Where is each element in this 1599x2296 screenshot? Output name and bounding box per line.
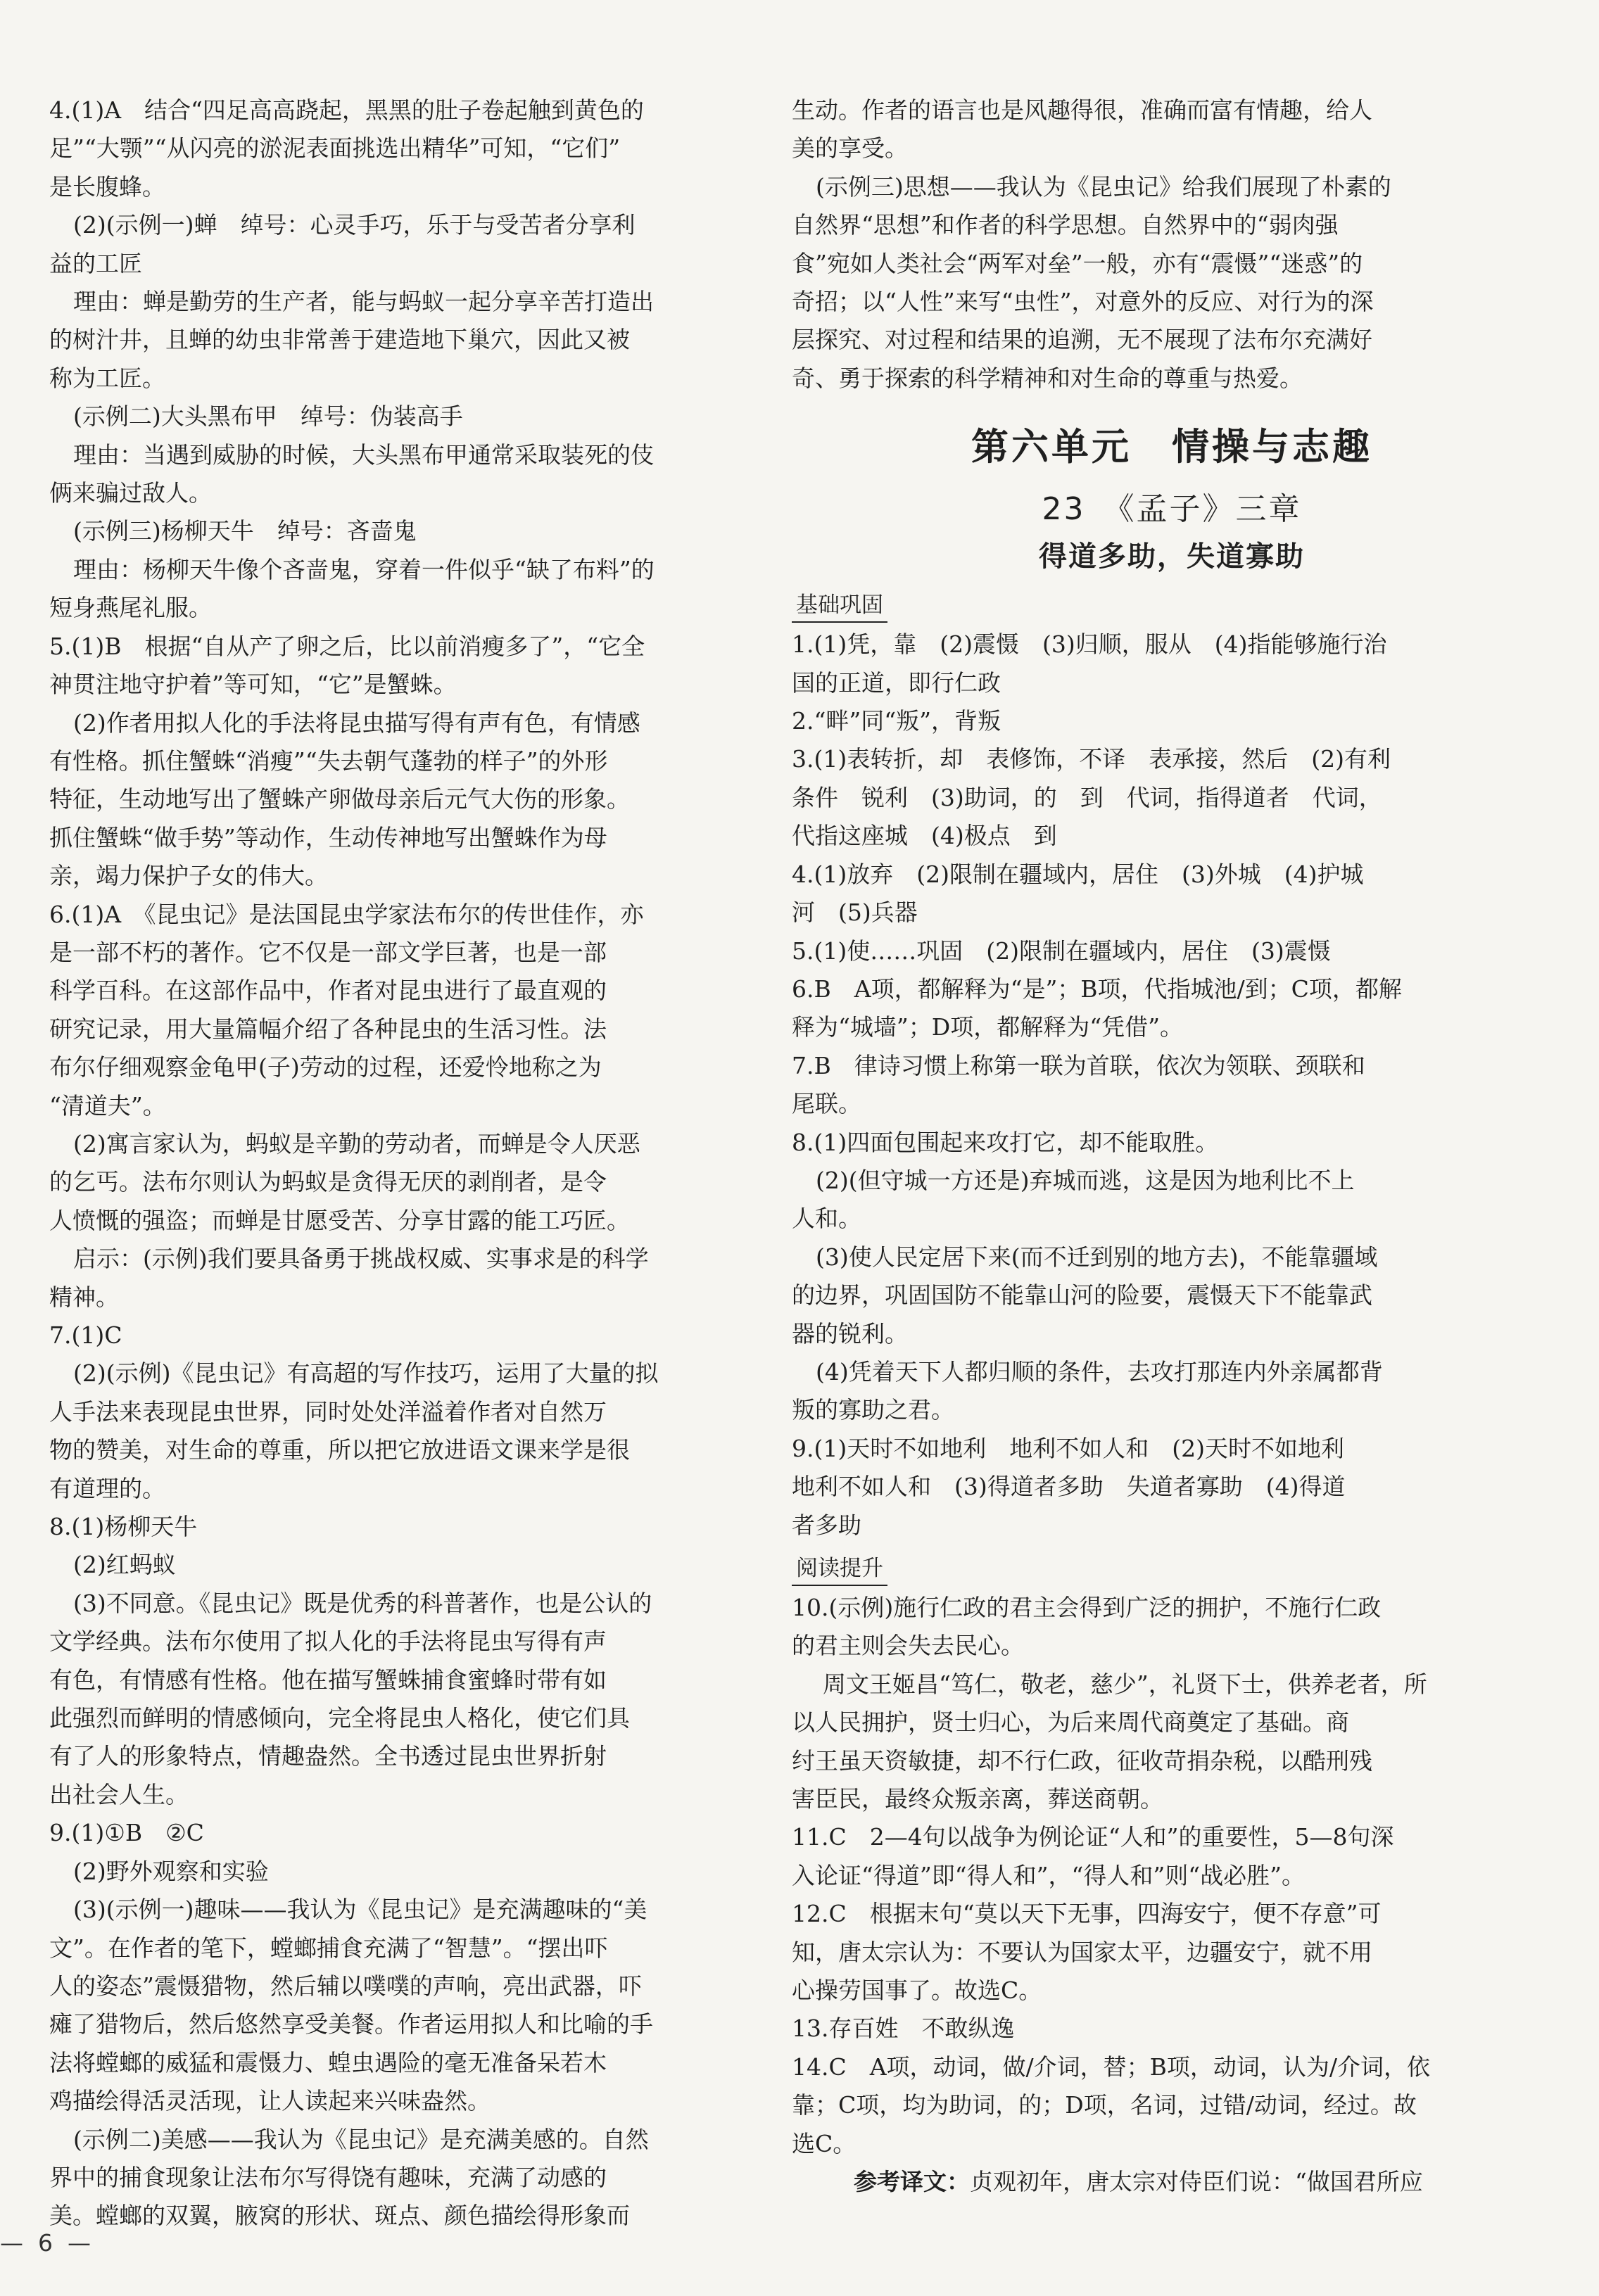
text-line: 层探究、对过程和结果的追溯，无不展现了法布尔充满好 — [792, 326, 1372, 354]
text-line: 布尔仔细观察金龟甲(子)劳动的过程，还爱怜地称之为 — [49, 1053, 602, 1082]
text-line: (示例三)杨柳天牛 绰号：吝啬鬼 — [73, 517, 417, 545]
text-line: 9.(1)天时不如地利 地利不如人和 (2)天时不如地利 — [792, 1434, 1344, 1462]
text-line: 6.B A项，都解释为“是”；B项，代指城池/到；C项，都解 — [792, 975, 1402, 1003]
text-line: 知，唐太宗认为：不要认为国家太平，边疆安宁，就不用 — [792, 1938, 1372, 1966]
text-line: 入论证“得道”即“得人和”，“得人和”则“战必胜”。 — [792, 1861, 1305, 1889]
text-line: 5.(1)使……巩固 (2)限制在疆域内，居住 (3)震慑 — [792, 937, 1331, 965]
text-line: 食”宛如人类社会“两军对垒”一般，亦有“震慑”“迷惑”的 — [792, 249, 1363, 277]
text-line: 是长腹蜂。 — [49, 172, 165, 201]
text-line: 生动。作者的语言也是风趣得很，准确而富有情趣，给人 — [792, 96, 1372, 124]
text-line: 人手法来表现昆虫世界，同时处处洋溢着作者对自然万 — [49, 1397, 607, 1426]
text-line: 益的工匠 — [49, 249, 142, 277]
section-subtitle: 得道多助，失道寡助 — [1039, 540, 1305, 573]
text-line: 有了人的形象特点，情趣盎然。全书透过昆虫世界折射 — [49, 1742, 607, 1770]
basic-answers — [792, 626, 1552, 1545]
text-line: (示例二)大头黑布甲 绰号：伪装高手 — [73, 402, 463, 431]
text-line: 俩来骗过敌人。 — [49, 479, 212, 507]
text-line: 理由：杨柳天牛像个吝啬鬼，穿着一件似乎“缺了布料”的 — [73, 555, 655, 583]
text-line: 界中的捕食现象让法布尔写得饶有趣味，充满了动感的 — [49, 2163, 607, 2191]
text-line: (2)野外观察和实验 — [73, 1857, 269, 1885]
text-line: 亲，竭力保护子女的伟大。 — [49, 862, 328, 890]
text-line: (示例二)美感——我认为《昆虫记》是充满美感的。自然 — [73, 2125, 649, 2153]
text-line: 的乞丐。法布尔则认为蚂蚁是贪得无厌的剥削者，是令 — [49, 1168, 607, 1196]
text-line: 奇、勇于探索的科学精神和对生命的尊重与热爱。 — [792, 364, 1303, 392]
text-line: 抓住蟹蛛“做手势”等动作，生动传神地写出蟹蛛作为母 — [49, 823, 607, 851]
text-line: 代指这座城 (4)极点 到 — [792, 822, 1057, 850]
text-line: 4.(1)A 结合“四足高高跷起，黑黑的肚子卷起触到黄色的 — [49, 96, 644, 124]
text-line: 的树汁井，且蝉的幼虫非常善于建造地下巢穴，因此又被 — [49, 326, 630, 354]
text-line: (2)寓言家认为，蚂蚁是辛勤的劳动者，而蝉是令人厌恶 — [73, 1129, 640, 1157]
text-line: (2)(示例一)蝉 绰号：心灵手巧，乐于与受苦者分享利 — [73, 211, 636, 239]
text-line: 河 (5)兵器 — [792, 899, 918, 927]
page-number: — 6 — — [0, 2229, 91, 2257]
text-line: 人和。 — [792, 1205, 861, 1233]
text-line: 瘫了猎物后，然后悠然享受美餐。作者运用拟人和比喻的手 — [49, 2010, 653, 2038]
text-line: 心操劳国事了。故选C。 — [792, 1977, 1042, 2005]
text-line: 靠；C项，均为助词，的；D项，名词，过错/动词，经过。故 — [792, 2091, 1417, 2119]
text-line: 有性格。抓住蟹蛛“消瘦”“失去朝气蓬勃的样子”的外形 — [49, 747, 608, 775]
text-line: 物的赞美，对生命的尊重，所以把它放进语文课来学是很 — [49, 1436, 630, 1464]
text-line: 科学百科。在这部作品中，作者对昆虫进行了最直观的 — [49, 977, 607, 1005]
section-label-reading: 阅读提升 — [792, 1549, 887, 1586]
text-line: 纣王虽天资敏捷，却不行仁政，征收苛捐杂税，以酷刑残 — [792, 1746, 1372, 1775]
text-line: 有道理的。 — [49, 1474, 165, 1502]
text-line: 6.(1)A 《昆虫记》是法国昆虫学家法布尔的传世佳作，亦 — [49, 900, 644, 928]
text-line: 美。螳螂的双翼，腋窝的形状、斑点、颜色描绘得形象而 — [49, 2202, 630, 2230]
text-line: (3)(示例一)趣味——我认为《昆虫记》是充满趣味的“美 — [73, 1896, 647, 1924]
text-line: 是一部不朽的著作。它不仅是一部文学巨著，也是一部 — [49, 938, 607, 966]
text-line: 出社会人生。 — [49, 1780, 189, 1808]
reading-answers — [792, 1589, 1552, 2163]
text-line: 2.“畔”同“叛”，背叛 — [792, 707, 1001, 735]
text-line: 3.(1)表转折，却 表修饰，不译 表承接，然后 (2)有利 — [792, 745, 1391, 773]
text-line: (2)(但守城一方还是)弃城而逃，这是因为地利比不上 — [816, 1166, 1355, 1194]
text-line: 8.(1)杨柳天牛 — [49, 1513, 198, 1541]
text-line: 器的锐利。 — [792, 1319, 908, 1347]
text-line: 条件 锐利 (3)助词，的 到 代词，指得道者 代词， — [792, 783, 1382, 811]
text-line: 称为工匠。 — [49, 364, 165, 392]
text-line: 害臣民，最终众叛亲离，葬送商朝。 — [792, 1785, 1163, 1813]
text-line: 启示：(示例)我们要具备勇于挑战权威、实事求是的科学 — [73, 1245, 649, 1273]
text-line: 此强烈而鲜明的情感倾向，完全将昆虫人格化，使它们具 — [49, 1704, 630, 1732]
right-column — [792, 91, 1552, 2202]
text-line: 7.(1)C — [49, 1321, 122, 1349]
text-line: 尾联。 — [792, 1090, 861, 1118]
text-line: 者多助 — [792, 1511, 861, 1539]
text-line: 12.C 根据末句“莫以天下无事，四海安宁，便不存意”可 — [792, 1900, 1382, 1928]
text-line: 人的姿态”震慑猎物，然后辅以噗噗的声响，亮出武器，吓 — [49, 1972, 642, 2000]
unit-title: 第六单元 情操与志趣 — [971, 426, 1372, 469]
text-line: 人愤慨的强盗；而蝉是甘愿受苦、分享甘露的能工巧匠。 — [49, 1206, 630, 1234]
text-line: 文学经典。法布尔使用了拟人化的手法将昆虫写得有声 — [49, 1628, 607, 1656]
text-line: 理由：蝉是勤劳的生产者，能与蚂蚁一起分享辛苦打造出 — [73, 288, 654, 316]
translation-label: 参考译文： — [854, 2168, 970, 2196]
text-line: 11.C 2—4句以战争为例论证“人和”的重要性，5—8句深 — [792, 1823, 1394, 1851]
text-line: 自然界“思想”和作者的科学思想。自然界中的“弱肉强 — [792, 211, 1339, 239]
text-line: 特征，生动地写出了蟹蛛产卵做母亲后元气大伤的形象。 — [49, 785, 630, 813]
text-line: 文”。在作者的笔下，螳螂捕食充满了“智慧”。“摆出吓 — [49, 1934, 608, 1962]
text-line: 美的享受。 — [792, 134, 908, 163]
text-line: 13.存百姓 不敢纵逸 — [792, 2015, 1015, 2043]
text-line: 9.(1)①B ②C — [49, 1819, 204, 1847]
left-column — [49, 91, 781, 2235]
text-line: (2)红蚂蚁 — [73, 1551, 176, 1579]
text-line: (3)不同意。《昆虫记》既是优秀的科普著作，也是公认的 — [73, 1589, 652, 1617]
text-line: 国的正道，即行仁政 — [792, 668, 1001, 697]
text-line: 短身燕尾礼服。 — [49, 594, 212, 622]
lesson-title: 23 《孟子》三章 — [1042, 491, 1302, 528]
text-line: 有色，有情感有性格。他在描写蟹蛛捕食蜜蜂时带有如 — [49, 1666, 607, 1694]
text-line: 释为“城墙”；D项，都解释为“凭借”。 — [792, 1013, 1183, 1041]
text-line: 周文王姬昌“笃仁，敬老，慈少”，礼贤下士，供养老者，所 — [823, 1670, 1427, 1698]
text-line: 以人民拥护，贤士归心，为后来周代商奠定了基础。商 — [792, 1708, 1349, 1737]
text-line: 7.B 律诗习惯上称第一联为首联，依次为领联、颈联和 — [792, 1051, 1365, 1079]
text-line: 足”“大颚”“从闪亮的淤泥表面挑选出精华”可知，“它们” — [49, 134, 621, 163]
text-line: 8.(1)四面包围起来攻打它，却不能取胜。 — [792, 1128, 1219, 1156]
text-line: 1.(1)凭，靠 (2)震慑 (3)归顺，服从 (4)指能够施行治 — [792, 630, 1387, 659]
text-line: 10.(示例)施行仁政的君主会得到广泛的拥护，不施行仁政 — [792, 1594, 1382, 1621]
text-line: 精神。 — [49, 1283, 119, 1311]
translation-text: 贞观初年，唐太宗对侍臣们说：“做国君所应 — [970, 2168, 1423, 2196]
text-line: 理由：当遇到威胁的时候，大头黑布甲通常采取装死的伎 — [73, 440, 654, 469]
text-line: 地利不如人和 (3)得道者多助 失道者寡助 (4)得道 — [792, 1473, 1346, 1501]
text-line: 5.(1)B 根据“自从产了卵之后，比以前消瘦多了”，“它全 — [49, 632, 645, 660]
text-line: 鸡描绘得活灵活现，让人读起来兴味盎然。 — [49, 2087, 491, 2115]
text-line: 奇招；以“人性”来写“虫性”，对意外的反应、对行为的深 — [792, 288, 1374, 316]
text-line: 法将螳螂的威猛和震慑力、蝗虫遇险的毫无准备呆若木 — [49, 2048, 607, 2076]
text-line: 的边界，巩固国防不能靠山河的险要，震慑天下不能靠武 — [792, 1281, 1372, 1309]
text-line: 4.(1)放弃 (2)限制在疆域内，居住 (3)外城 (4)护城 — [792, 860, 1364, 888]
text-line: (3)使人民定居下来(而不迁到别的地方去)，不能靠疆域 — [816, 1243, 1378, 1271]
reference-translation — [792, 2163, 1552, 2201]
text-line: 神贯注地守护着”等可知，“它”是蟹蛛。 — [49, 671, 457, 699]
text-line: 叛的寡助之君。 — [792, 1396, 954, 1424]
text-line: (2)作者用拟人化的手法将昆虫描写得有声有色，有情感 — [73, 709, 640, 737]
section-label-basic: 基础巩固 — [792, 585, 887, 623]
text-line: 研究记录，用大量篇幅介绍了各种昆虫的生活习性。法 — [49, 1015, 607, 1043]
text-line: 14.C A项，动词，做/介词，替；B项，动词，认为/介词，依 — [792, 2053, 1431, 2081]
right-top-text — [792, 91, 1552, 398]
text-line: (2)(示例)《昆虫记》有高超的写作技巧，运用了大量的拟 — [73, 1359, 659, 1388]
text-line: 的君主则会失去民心。 — [792, 1632, 1024, 1660]
text-line: 选C。 — [792, 2129, 857, 2157]
page-number-value: 6 — [37, 2229, 53, 2257]
text-line: (4)凭着天下人都归顺的条件，去攻打那连内外亲属都背 — [816, 1357, 1383, 1385]
text-line: (示例三)思想——我认为《昆虫记》给我们展现了朴素的 — [816, 172, 1391, 201]
text-line: “清道夫”。 — [49, 1091, 166, 1120]
